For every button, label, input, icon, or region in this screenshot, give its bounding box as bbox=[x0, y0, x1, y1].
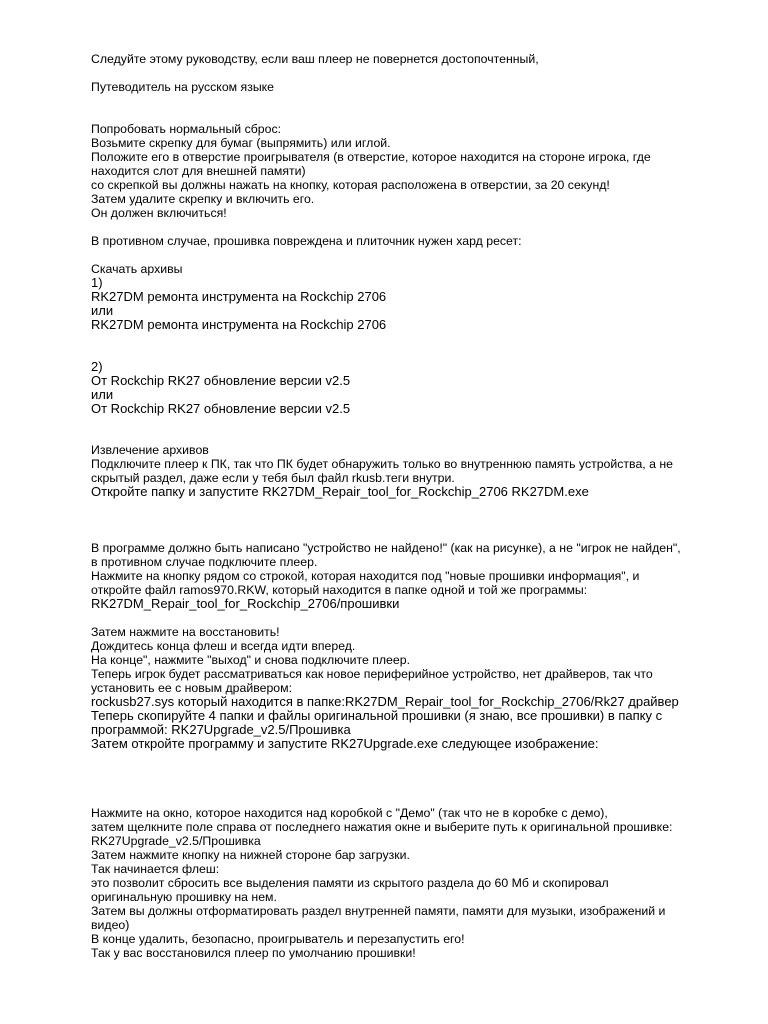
text-line: откройте файл ramos970.RKW, который находится в папке одной и той же программы: bbox=[91, 583, 588, 597]
text-line: или bbox=[91, 303, 114, 318]
text-line: Затем нажмите на восстановить! bbox=[91, 625, 280, 639]
text-line: Откройте папку и запустите RK27DM_Repair_tool_for_Rockchip_2706 RK27DM.exe bbox=[91, 484, 589, 499]
text-line: Подключите плеер к ПК, так что ПК будет обнаружить только во внутреннюю память устройства, а не bbox=[91, 457, 673, 471]
text-line: На конце", нажмите "выход" и снова подключите плеер. bbox=[91, 653, 410, 667]
download-heading: Скачать архивы bbox=[91, 262, 183, 276]
text-line: это позволит сбросить все выделения памяти из скрытого раздела до 60 Мб и скопировал bbox=[91, 876, 609, 890]
text-line: Положите его в отверстие проигрывателя (в отверстие, которое находится на стороне игрока, где bbox=[91, 150, 651, 164]
hard-reset-note: В противном случае, прошивка повреждена и плиточник нужен хард ресет: bbox=[91, 234, 522, 248]
text-line: затем щелкните поле справа от последнего нажатия окне и выберите путь к оригинальной прошивке: bbox=[91, 820, 673, 834]
download-link-3[interactable]: От Rockchip RK27 обновление версии v2.5 bbox=[91, 373, 351, 388]
text-line: Нажмите на окно, которое находится над коробкой с "Демо" (так что не в коробке с демо), bbox=[91, 806, 608, 820]
text-line: установить ее с новым драйвером: bbox=[91, 681, 293, 695]
text-line: RK27Upgrade_v2.5/Прошивка bbox=[91, 834, 261, 848]
download-link-1[interactable]: RK27DM ремонта инструмента на Rockchip 2706 bbox=[91, 289, 387, 304]
text-line: программой: RK27Upgrade_v2.5/Прошивка bbox=[91, 722, 351, 737]
text-line: видео) bbox=[91, 918, 130, 932]
download-link-2[interactable]: RK27DM ремонта инструмента на Rockchip 2706 bbox=[91, 317, 387, 332]
text-line: Теперь игрок будет рассматриваться как новое периферийное устройство, нет драйверов, так что bbox=[91, 667, 653, 681]
soft-reset-heading: Попробовать нормальный сброс: bbox=[91, 122, 282, 136]
text-line: Так у вас восстановился плеер по умолчанию прошивки! bbox=[91, 946, 416, 960]
text-line: оригинальную прошивку на нем. bbox=[91, 890, 277, 904]
text-line: Теперь скопируйте 4 папки и файлы оригинальной прошивки (я знаю, все прошивки) в папку с bbox=[91, 708, 663, 723]
text-line: находится слот для внешней памяти) bbox=[91, 164, 306, 178]
text-line: В программе должно быть написано "устройство не найдено!" (как на рисунке), а не "игрок не найден", bbox=[91, 541, 681, 555]
intro-text: Следуйте этому руководству, если ваш плеер не повернется достопочтенный, bbox=[91, 52, 539, 66]
text-line: Затем нажмите кнопку на нижней стороне бар загрузки. bbox=[91, 848, 410, 862]
step-number: 2) bbox=[91, 359, 103, 374]
text-line: В конце удалить, безопасно, проигрыватель и перезапустить его! bbox=[91, 932, 465, 946]
text-line: rockusb27.sys который находится в папке:RK27DM_Repair_tool_for_Rockchip_2706/Rk27 драйвер bbox=[91, 694, 679, 709]
download-link-4[interactable]: От Rockchip RK27 обновление версии v2.5 bbox=[91, 401, 351, 416]
text-line: Дождитесь конца флеш и всегда идти вперед. bbox=[91, 639, 356, 653]
extract-heading: Извлечение архивов bbox=[91, 443, 209, 457]
text-line: Нажмите на кнопку рядом со строкой, которая находится под "новые прошивки информация", и bbox=[91, 569, 640, 583]
text-line: Затем удалите скрепку и включить его. bbox=[91, 192, 315, 206]
step-number: 1) bbox=[91, 275, 103, 290]
text-line: Возьмите скрепку для бумаг (выпрямить) или иглой. bbox=[91, 136, 391, 150]
text-line: скрытый раздел, даже если у тебя был файл rkusb.теги внутри. bbox=[91, 471, 455, 485]
text-line: Затем откройте программу и запустите RK27Upgrade.exe следующее изображение: bbox=[91, 736, 599, 751]
text-line: Так начинается флеш: bbox=[91, 862, 220, 876]
text-line: Затем вы должны отформатировать раздел внутренней памяти, памяти для музыки, изображений и bbox=[91, 904, 666, 918]
text-line: или bbox=[91, 387, 114, 402]
guide-language-text: Путеводитель на русском языке bbox=[91, 80, 275, 94]
text-line: в противном случае подключите плеер. bbox=[91, 555, 318, 569]
text-line: Он должен включиться! bbox=[91, 206, 227, 220]
text-line: со скрепкой вы должны нажать на кнопку, которая расположена в отверстии, за 20 секунд! bbox=[91, 178, 610, 192]
text-line: RK27DM_Repair_tool_for_Rockchip_2706/прошивки bbox=[91, 596, 400, 611]
